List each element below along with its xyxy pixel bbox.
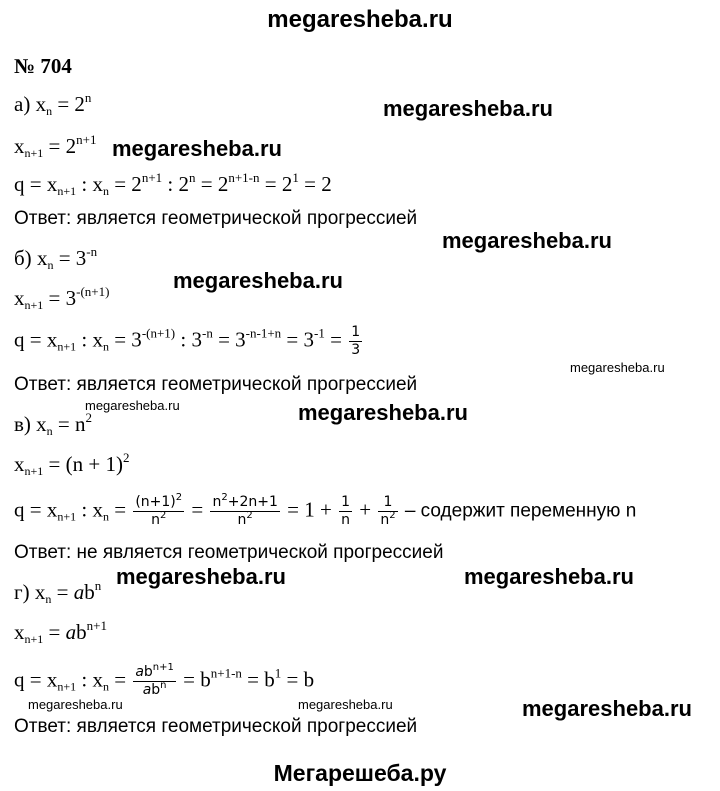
part-v-note: – содержит переменную n <box>404 500 637 522</box>
part-v-line-2: $x_{n+1} = (n + 1)^2$ <box>14 450 130 478</box>
watermark-small: megaresheba.ru <box>298 697 393 712</box>
part-a-line-1: а) $x_n = 2^n$ <box>14 90 92 118</box>
watermark-small: megaresheba.ru <box>570 360 665 375</box>
part-a-line-3: $q = x_{n+1}$ : $x_n = 2^{n+1}$ : $2^n = 2^{n+1-n} = 2^1 = 2$ <box>14 170 332 198</box>
part-b-line-1: б) $x_n = 3^{-n}$ <box>14 244 98 272</box>
watermark: megaresheba.ru <box>298 400 468 425</box>
problem-number: № 704 <box>14 54 72 78</box>
site-header: megaresheba.ru <box>267 6 453 33</box>
fraction-5: $\frac{ab^{n+1}}{ab^n}$ <box>135 662 174 698</box>
part-g-line-3: $q = x_{n+1}$ : $x_n$ = $\frac{ab^{n+1}}{ab^n}$ = $b^{n+1-n} = b^1 = b$ <box>14 662 315 698</box>
part-v-line-1: в) $x_n = n^2$ <box>14 410 93 438</box>
part-g-line-2: $x_{n+1} = ab^{n+1}$ <box>14 618 107 646</box>
watermark: megaresheba.ru <box>464 564 634 589</box>
part-b-label: б) <box>14 246 32 270</box>
watermark: megaresheba.ru <box>112 136 282 161</box>
watermark: megaresheba.ru <box>442 228 612 253</box>
site-footer: Мегарешеба.ру <box>273 760 447 786</box>
part-b-line-2: $x_{n+1} = 3^{-(n+1)}$ <box>14 284 110 312</box>
part-b-line-3: $q = x_{n+1}$ : $x_n = 3^{-(n+1)}$ : $3^{-n} = 3^{-n-1+n} = 3^{-1}$ = $\frac{1}{3}$ <box>14 324 361 358</box>
part-g-answer: Ответ: является геометрической прогрессией <box>14 716 418 737</box>
watermark: megaresheba.ru <box>383 96 553 121</box>
part-v-line-3: $q = x_{n+1}$ : $x_n$ = $\frac{(n+1)^2}{n^2}$ = $\frac{n^2+2n+1}{n^2}$ = 1 + $\frac{1}{n}$ + $\frac{1}{n^2}$ – содержит переменную n <box>14 492 637 528</box>
part-a-answer: Ответ: является геометрической прогрессией <box>14 208 418 229</box>
part-b-answer: Ответ: является геометрической прогрессией <box>14 374 418 395</box>
watermark-small: megaresheba.ru <box>85 398 180 413</box>
part-g-label: г) <box>14 580 30 604</box>
fraction-one-third: $\frac{1}{3}$ <box>351 324 361 358</box>
fraction-2: $\frac{n^2+2n+1}{n^2}$ <box>212 492 278 528</box>
fraction-3: $\frac{1}{n}$ <box>341 494 350 528</box>
watermark-small: megaresheba.ru <box>28 697 123 712</box>
part-a-label: а) <box>14 92 31 116</box>
part-g-line-1: г) $x_n = ab^n$ <box>14 578 102 606</box>
fraction-1: $\frac{(n+1)^2}{n^2}$ <box>135 492 183 528</box>
watermark: megaresheba.ru <box>173 268 343 293</box>
watermark: megaresheba.ru <box>522 696 692 721</box>
fraction-4: $\frac{1}{n^2}$ <box>380 494 396 528</box>
part-v-label: в) <box>14 412 31 436</box>
part-v-answer: Ответ: не является геометрической прогрессией <box>14 542 444 563</box>
watermark: megaresheba.ru <box>116 564 286 589</box>
part-a-line-2: $x_{n+1} = 2^{n+1}$ <box>14 132 97 160</box>
